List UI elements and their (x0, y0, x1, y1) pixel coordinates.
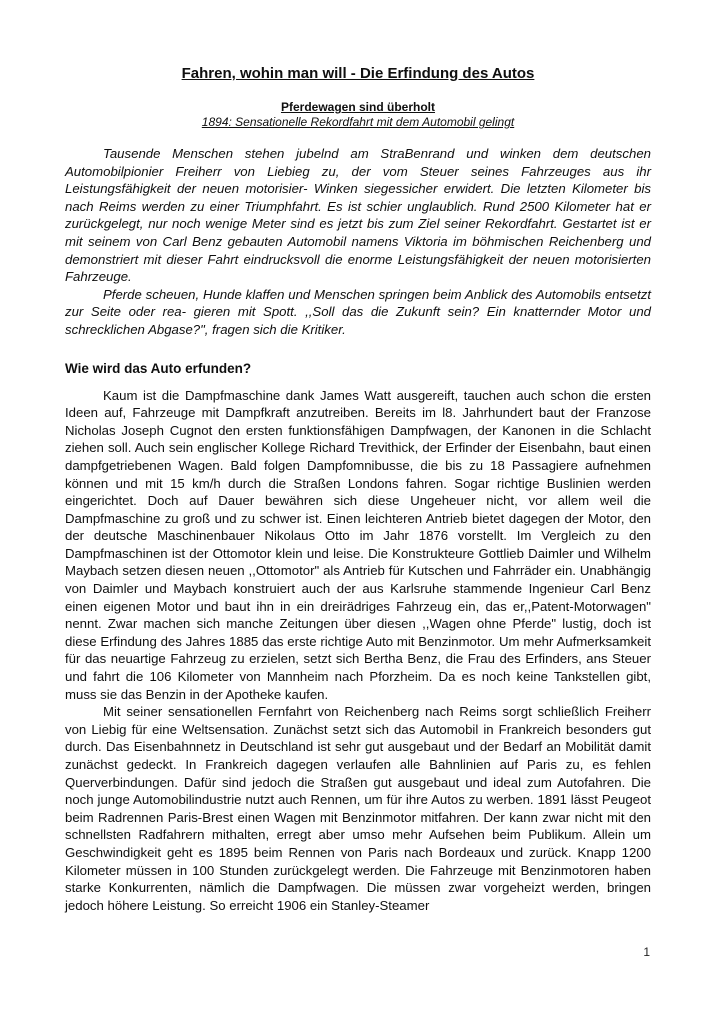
subtitle-italic: 1894: Sensationelle Rekordfahrt mit dem Automobil gelingt (201, 115, 515, 129)
body-paragraph-2: Mit seiner sensationellen Fernfahrt von Reichenberg nach Reims sorgt schließlich Freiherr von Liebig für eine Weltsensation. Zunächst setzt sich das Automobil in Frankreich besonders gut durch. Das Eisenbahnnetz in Deutschland ist sehr gut ausgebaut und der Bedarf an Mobilität damit zunächst gedeckt. In Frankreich dagegen verlaufen alle Bahnlinien auf Paris zu, es fehlen Querverbindungen. Dafür sind jedoch die Straßen gut ausgebaut und ideal zum Autofahren. Die noch junge Automobilindustrie nutzt auch Rennen, um für ihre Autos zu werben. 1891 lässt Peugeot beim Radrennen Paris-Brest einen Wagen mit Benzinmotor mitfahren. Der kann zwar nicht mit den schnellsten Radfahrern mithalten, erregt aber umso mehr Aufsehen beim Publikum. Allein um Geschwindigkeit geht es 1895 beim Rennen von Paris nach Bordeaux und zurück. Knapp 1200 Kilometer müssen in 100 Stunden zurückgelegt werden. Die Fahrzeuge mit Benzinmotoren haben starke Konkurrenten, nämlich die Dampfwagen. Die müssen zwar vorgeheizt werden, bringen jedoch höhere Leistung. So erreicht 1906 ein Stanley-Steamer (65, 704, 651, 913)
section-heading: Wie wird das Auto erfunden? (65, 360, 252, 376)
intro-paragraph-1: Tausende Menschen stehen jubelnd am StraBenrand und winken dem deutschen Automobilpionier Freiherr von Liebieg zu, der vom Steuer seines Fahrzeuges aus ihr Leistungsfähigkeit der neuen motorisier- Winken siegessicher erwidert. Die letzten Kilometer bis nach Reims werden zu einer Triumphfahrt. Es ist schier unglaublich. Rund 2500 Kilometer hat er zurückgelegt, nur noch wenige Meter sind es jetzt bis zum Ziel seiner Rekordfahrt. Gestartet ist er mit seinem von Carl Benz gebauten Automobil namens Viktoria im böhmischen Reichenberg und demonstriert mit dieser Fahrt eindrucksvoll die enorme Leistungsfähigkeit der neuen motorisierten Fahrzeuge. (65, 146, 651, 285)
page-number: 1 (643, 945, 650, 959)
body-paragraph-1: Kaum ist die Dampfmaschine dank James Watt ausgereift, tauchen auch schon die ersten Ideen auf, Fahrzeuge mit Dampfkraft anzutreiben. Bereits im l8. Jahrhundert baut der Franzose Nicholas Joseph Cugnot den ersten funktionsfähigen Dampfwagen, der Kanonen in die Schlacht ziehen soll. Auch sein englischer Kollege Richard Trevithick, der Erfinder der Eisenbahn, baut einen dampfgetriebenen Wagen. Bald folgen Dampfomnibusse, die bis zu 18 Passagiere aufnehmen können und mit 15 km/h durch die Straßen Londons fahren. Sogar richtige Buslinien werden eingerichtet. Doch auf Dauer bewähren sich diese Ungeheuer nicht, vor allem weil die Dampfmaschine zu groß und zu schwer ist. Einen leichteren Antrieb bietet dagegen der Motor, den der deutsche Maschinenbauer Nikolaus Otto im Jahr 1876 vorstellt. Im Vergleich zu den Dampfmaschinen ist der Ottomotor klein und leise. Die Konstrukteure Gottlieb Daimler und Wilhelm Maybach setzen diesen neuen ,,Ottomotor" als Antrieb für Kutschen und Fahrräder ein. Unabhängig von Daimler und Maybach konstruiert auch der aus Karlsruhe stammende Ingenieur Carl Benz einen eigenen Motor und baut ihn in ein dreirädriges Fahrzeug ein, das er,,Patent-Motorwagen" nennt. Zwar machen sich manche Zeitungen über diesen ,,Wagen ohne Pferde" lustig, doch ist diese Erfindung des Jahres 1885 das erste richtige Auto mit Benzinmotor. Um mehr Aufmerksamkeit für das neuartige Fahrzeug zu erzielen, setzt sich Bertha Benz, die Frau des Erfinders, ans Steuer und fahrt die 106 Kilometer von Mannheim nach Pforzheim. Da es noch keine Tankstellen gibt, muss sie das Benzin in der Apotheke kaufen. (65, 387, 651, 702)
subtitle-bold: Pferdewagen sind überholt (280, 100, 436, 114)
intro-paragraph-2: Pferde scheuen, Hunde klaffen und Menschen springen beim Anblick des Automobils entsetzt zur Seite oder rea- gieren mit Spott. ,,Soll das die Zukunft sein? Ein knatternder Motor und schrecklichen Abgase?", fragen sich die Kritiker. (65, 286, 651, 337)
document-title: Fahren, wohin man will - Die Erfindung des Autos (181, 65, 535, 82)
